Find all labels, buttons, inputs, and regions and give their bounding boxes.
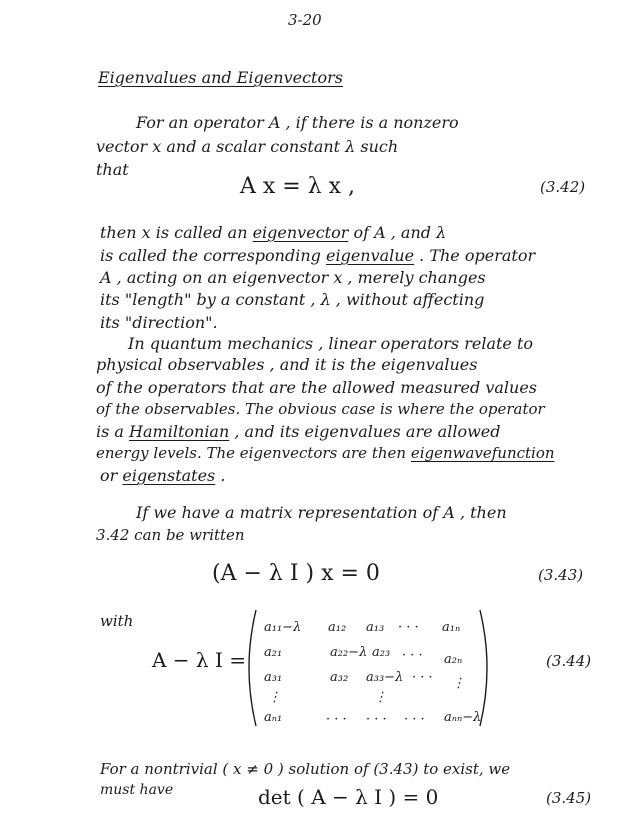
para2-line1 — [100, 223, 446, 242]
with-label: with — [100, 612, 134, 630]
para3-line2: physical observables , and it is the eigenvalues — [96, 355, 478, 374]
term-eigenstates: eigenstates — [122, 466, 216, 485]
para2-line5: its "direction". — [100, 313, 218, 332]
equation-number-3-43: (3.43) — [538, 566, 584, 584]
para2-line4: its "length" by a constant , λ , without affecting — [100, 290, 485, 309]
matrix-cell: · · · — [404, 712, 425, 727]
para1-line2: vector x and a scalar constant λ such — [96, 137, 399, 156]
equation-number-3-44: (3.44) — [546, 652, 592, 670]
matrix-cell: aₙₙ−λ — [444, 710, 482, 725]
page-number: 3-20 — [288, 11, 322, 29]
term-eigenvector: eigenvector — [252, 223, 349, 242]
para5-line2: must have — [100, 782, 174, 798]
matrix-cell: ⋮ — [268, 690, 281, 705]
para3-line5-a: is a — [96, 422, 130, 441]
matrix-cell: a₃₁ — [264, 670, 283, 685]
para4-line2: 3.42 can be written — [96, 526, 245, 544]
para3-line7-b: . — [215, 466, 226, 485]
para4-line1: If we have a matrix representation of A , then — [136, 503, 507, 522]
matrix-cell: a₁₃ — [366, 620, 385, 635]
matrix-cell: · · · — [412, 670, 433, 685]
equation-3-42: A x = λ x , — [240, 174, 356, 199]
matrix-cell: a₁₂ — [328, 620, 347, 635]
term-eigenvalue: eigenvalue — [325, 246, 415, 265]
para2-line1-a: then x is called an — [100, 223, 253, 242]
para3-line6-a: energy levels. The eigenvectors are then — [96, 444, 411, 462]
matrix-cell: · · · — [326, 712, 347, 727]
para3-line5 — [96, 422, 500, 441]
para3-line1: In quantum mechanics , linear operators relate to — [128, 334, 534, 353]
para3-line6 — [96, 444, 555, 462]
para1-line1: For an operator A , if there is a nonzero — [136, 113, 459, 132]
matrix-cell: a₂₂−λ — [330, 645, 368, 660]
matrix-cell: a₂₁ — [264, 645, 283, 660]
equation-3-45: det ( A − λ I ) = 0 — [258, 785, 439, 809]
matrix-cell: a₃₃−λ — [366, 670, 404, 685]
para2-line1-b: of A , and λ — [348, 223, 447, 242]
matrix-cell: a₂ₙ — [444, 652, 463, 667]
term-eigenwavefunction: eigenwavefunction — [410, 444, 555, 462]
matrix-cell: a₁₁−λ — [264, 620, 302, 635]
para2-line2 — [100, 246, 535, 265]
para3-line4: of the observables. The obvious case is where the operator — [96, 400, 545, 418]
matrix-cell: · · · — [398, 620, 419, 635]
matrix-cell: a₂₃ — [372, 645, 391, 660]
para3-line3: of the operators that are the allowed measured values — [96, 378, 538, 397]
para3-line7-a: or — [100, 466, 123, 485]
matrix-cell: ⋮ — [374, 690, 387, 705]
para2-line2-b: . The operator — [414, 246, 536, 265]
equation-number-3-42: (3.42) — [540, 178, 586, 196]
para5-line1: For a nontrivial ( x ≠ 0 ) solution of (3.43) to exist, we — [100, 760, 511, 778]
matrix-left-bracket — [240, 608, 260, 728]
equation-3-44-lhs: A − λ I = — [152, 648, 246, 672]
matrix-cell: a₃₂ — [330, 670, 349, 685]
para3-line5-b: , and its eigenvalues are allowed — [229, 422, 501, 441]
para3-line7 — [100, 466, 225, 485]
para1-line3: that — [96, 160, 129, 179]
section-title: Eigenvalues and Eigenvectors — [98, 68, 343, 87]
equation-number-3-45: (3.45) — [546, 789, 592, 807]
para2-line3: A , acting on an eigenvector x , merely changes — [100, 268, 486, 287]
matrix-cell: a₁ₙ — [442, 620, 461, 635]
matrix-cell: aₙ₁ — [264, 710, 283, 725]
term-hamiltonian: Hamiltonian — [129, 422, 230, 441]
para2-line2-a: is called the corresponding — [100, 246, 326, 265]
matrix-cell: · · · — [402, 648, 423, 663]
matrix-cell: ⋮ — [452, 676, 465, 691]
matrix-cell: · · · — [366, 712, 387, 727]
equation-3-43: (A − λ I ) x = 0 — [212, 561, 380, 586]
